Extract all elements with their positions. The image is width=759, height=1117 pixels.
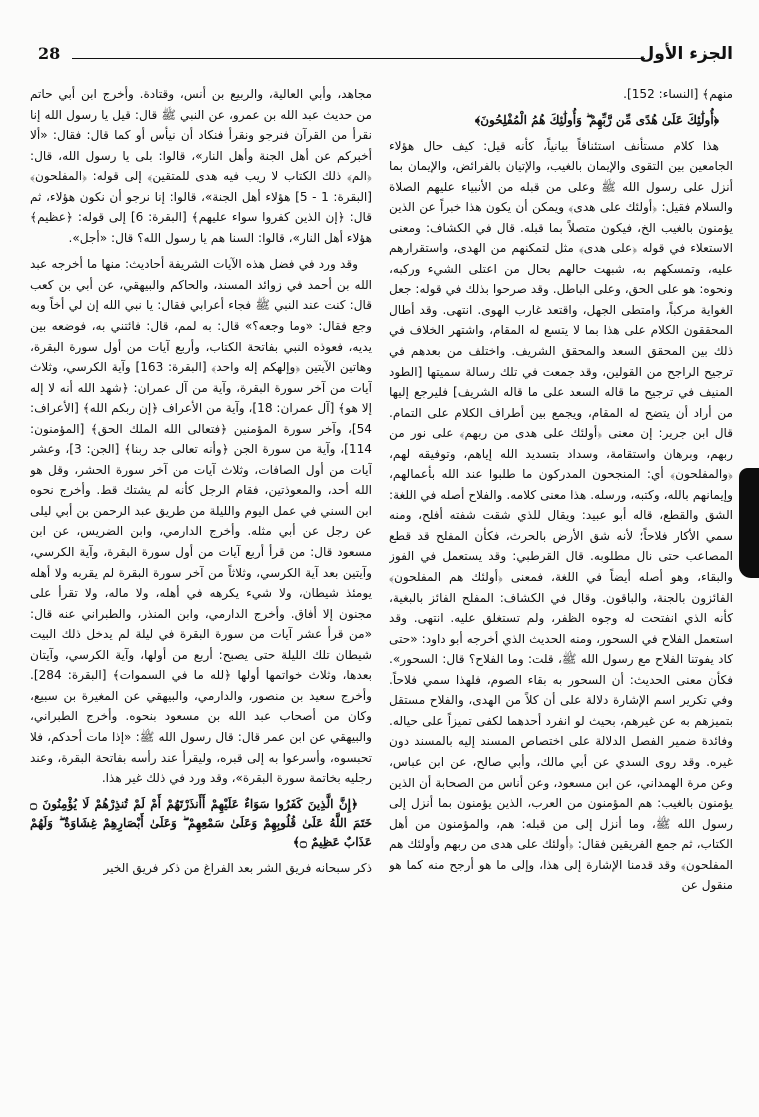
quran-verse: ﴿أُولَٰئِكَ عَلَىٰ هُدًى مِّن رَّبِّهِمْ ۖ وَأُولَٰئِكَ هُمُ الْمُفْلِحُونَ﴾ bbox=[474, 112, 719, 127]
header-rule bbox=[72, 58, 645, 59]
page-number: 28 bbox=[38, 44, 61, 63]
paragraph: ذكر سبحانه فريق الشر بعد الفراغ من ذكر فريق الخير bbox=[103, 860, 372, 875]
part-title: الجزء الأول bbox=[639, 44, 733, 64]
right-column bbox=[389, 84, 733, 1103]
paragraph: هذا كلام مستأنف استئنافاً بيانياً، كأنه قيل: كيف حال هؤلاء الجامعين بين التقوى والإيمان بالغيب، والإتيان بالفرائض، والإيمان بما أنزل على رسول الله ﷺ وعلى من قبله من الأنبياء عليهم الصلاة والسلام فقيل: ﴿أولئك على هدى﴾ ويمكن أن يكون هذا خبراً عن الذين يؤمنون بالغيب الخ، فيكون متصلاً بما قبله. قال في الكشاف: ومعنى الاستعلاء في قوله ﴿على هدى﴾ مثل لتمكنهم من الهدى، واستقرارهم عليه، وتمسكهم به، شبهت حالهم بحال من اعتلى الشيء وركبه، ونحوه: هو على الحق، وعلى الباطل. وقد صرحوا بذلك في قوله: جعل الغواية مركباً، وامتطى الجهل، واقتعد غارب الهوى. انتهى. وقد أطال المحققون الكلام على هذا بما لا يتسع له المقام، واشتهر الخلاف في ذلك بين المحقق السعد والمحقق الشريف. واختلف من بعدهم في ترجيح الراجح من القولين، وقد جمعت في تلك رسالة سميتها [الطود المنيف في ترجيح ما قاله السعد على ما قاله الشريف] فليرجع إليها من أراد أن يتضح له المقام، ويجمع بين أطراف الكلام على التمام. قال ابن جرير: إن معنى ﴿أولئك على هدى من ربهم﴾ على نور من ربهم، وبرهان واستقامة، وسداد بتسديد الله إياهم، وتوفيقه لهم، ﴿والمفلحون﴾ أي: المنجحون المدركون ما طلبوا عند الله بأعمالهم، وإيمانهم بالله، وكتبه، ورسله. هذا معنى كلامه. والفلاح أصله في اللغة: الشق والقطع، قاله أبو عبيد: ويقال للذي شقت شفته أفلح، ومنه سمي الأكار فلاحاً؛ لأنه شق الأرض بالحرث، فكأن المفلح قد قطع المصاعب حتى نال مطلوبه. قال القرطبي: وقد يستعمل في الفوز والبقاء، وهو أصله أيضاً في اللغة، فمعنى ﴿أولئك هم المفلحون﴾ الفائزون بالجنة، والباقون. وقال في الكشاف: المفلح الفائز بالبغية، كأنه الذي انفتحت له وجوه الظفر، ولم تستغلق عليه. انتهى. وقد استعمل الفلاح في السحور، ومنه الحديث الذي أخرجه أبو داود: «حتى كاد يفوتنا الفلاح مع رسول الله ﷺ، قلت: وما الفلاح؟ قال: السحور». فكأن معنى الحديث: أن السحور به بقاء الصوم، فلهذا سمي فلاحاً. وفي تكرير اسم الإشارة دلالة على أن كلاً من الهدى، والفلاح مستقل بتميزهم به عن غيرهم، بحيث لو انفرد أحدهما لكفى تميزاً على حياله. وفائدة ضمير الفصل الدلالة على اختصاص المسند إليه بالمسند دون غيره. وقد روى السدي عن أبي مالك، وأبي صالح، عن ابن عباس، وعن مرة الهمداني، عن ابن مسعود، وعن أناس من الصحابة أن الذين يؤمنون بالغيب: هم المؤمنون من العرب، الذين يؤمنون بما أنزل إلى رسول الله ﷺ، وما أنزل إلى من قبله: هم، والمؤمنون من أهل الكتاب، ثم جمع الفريقين فقال: ﴿أولئك على هدى من ربهم وأولئك هم المفلحون﴾ وقد قدمنا الإشارة إلى هذا، وإلى ما هو أرجح منه كما هو منقول عن bbox=[389, 138, 733, 893]
page-header bbox=[38, 44, 733, 70]
paragraph: منهم﴾ [النساء: 152]. bbox=[623, 87, 733, 101]
scan-artifact bbox=[739, 468, 759, 578]
left-column bbox=[30, 84, 372, 1103]
paragraph: مجاهد، وأبي العالية، والربيع بن أنس، وقتادة. وأخرج ابن أبي حاتم من حديث عبد الله بن عمرو، عن النبي ﷺ قال: قيل يا رسول الله إنا نقرأ من القرآن فنرجو ونقرأ فنكاد أن نيأس أو كما قال: فقال: «ألا أخبركم عن أهل الجنة وأهل النار»، قالوا: بلى يا رسول الله، قال: ﴿الم﴾ ذلك الكتاب لا ريب فيه هدى للمتقين﴾ إلى قوله: ﴿المفلحون﴾ [البقرة: 1 - 5] هؤلاء أهل الجنة»، قالوا: إنا نرجو أن نكون هؤلاء، ثم قال: ﴿إن الذين كفروا سواء عليهم﴾ [البقرة: 6] إلى قوله: ﴿عظيم﴾ هؤلاء أهل النار»، قالوا: السنا هم يا رسول الله؟ قال: «أجل». bbox=[30, 87, 372, 245]
quran-verse: ﴿إِنَّ الَّذِينَ كَفَرُوا سَوَاءٌ عَلَيْهِمْ أَأَنذَرْتَهُمْ أَمْ لَمْ تُنذِرْهُمْ لَا يُؤْمِنُونَ ۝ خَتَمَ اللَّهُ عَلَىٰ قُلُوبِهِمْ وَعَلَىٰ سَمْعِهِمْ ۖ وَعَلَىٰ أَبْصَارِهِمْ غِشَاوَةٌ ۖ وَلَهُمْ عَذَابٌ عَظِيمٌ ۝﴾ bbox=[30, 796, 372, 849]
paragraph: وقد ورد في فضل هذه الآيات الشريفة أحاديث: منها ما أخرجه عبد الله بن أحمد في زوائد المسند، والحاكم والبيهقي، عن أبي بن كعب قال: كنت عند النبي ﷺ فجاء أعرابي فقال: يا نبي الله إن لي أخاً وبه وجع فقال: «وما وجعه؟» قال: به لمم، قال: فائتني به، فوضعه بين يديه، فعوذه النبي بفاتحة الكتاب، وأربع آيات من أول سورة البقرة، وهاتين الآيتين ﴿وإلهكم إله واحد﴾ [البقرة: 163] وآية الكرسي، وثلاث آيات من آخر سورة البقرة، وآية من آل عمران: ﴿شهد الله أنه لا إله إلا هو﴾ [آل عمران: 18]، وآية من الأعراف ﴿إن ربكم الله﴾ [الأعراف: 54]، وآخر سورة المؤمنين ﴿فتعالى الله الملك الحق﴾ [المؤمنون: 114]، وآية من سورة الجن ﴿وأنه تعالى جد ربنا﴾ [الجن: 3]، وعشر آيات من أول الصافات، وثلاث آيات من آخر سورة الحشر، وقل هو الله أحد، والمعوذتين، فقام الرجل كأنه لم يشتك قط. وأخرج نحوه ابن السني في عمل اليوم والليلة من طريق عبد الرحمن بن أبي ليلى عن رجل عن أبي مثله. وأخرج الدارمي، وابن الضريس، عن ابن مسعود قال: من قرأ أربع آيات من أول سورة البقرة، وآية الكرسي، وآيتين بعد آية الكرسي، وثلاثاً من آخر سورة البقرة لم يقربه ولا أهله يومئذ شيطان، ولا شيء يكرهه في أهله، ولا ماله، ولا تقرأ على مجنون إلا أفاق. وأخرج الدارمي، وابن المنذر، والطبراني عنه قال: «من قرأ عشر آيات من سورة البقرة في ليلة لم يدخل ذلك البيت شيطان تلك الليلة حتى يصبح: أربع من أولها، وآية الكرسي، وآيتان بعدها، وثلاث خواتمها أولها ﴿لله ما في السموات﴾ [البقرة: 284]. وأخرج سعيد بن منصور، والدارمي، والبيهقي عن المغيرة بن سبيع، وكان من أصحاب عبد الله بن مسعود بنحوه. وأخرج الطبراني، والبيهقي عن ابن عمر قال: قال رسول الله ﷺ: «إذا مات أحدكم، فلا تحبسوه، وأسرعوا به إلى قبره، وليقرأ عند رأسه بفاتحة البقرة، وعند رجليه بخاتمة سورة البقرة»، وقد ورد في ذلك غير هذا. bbox=[30, 257, 372, 786]
